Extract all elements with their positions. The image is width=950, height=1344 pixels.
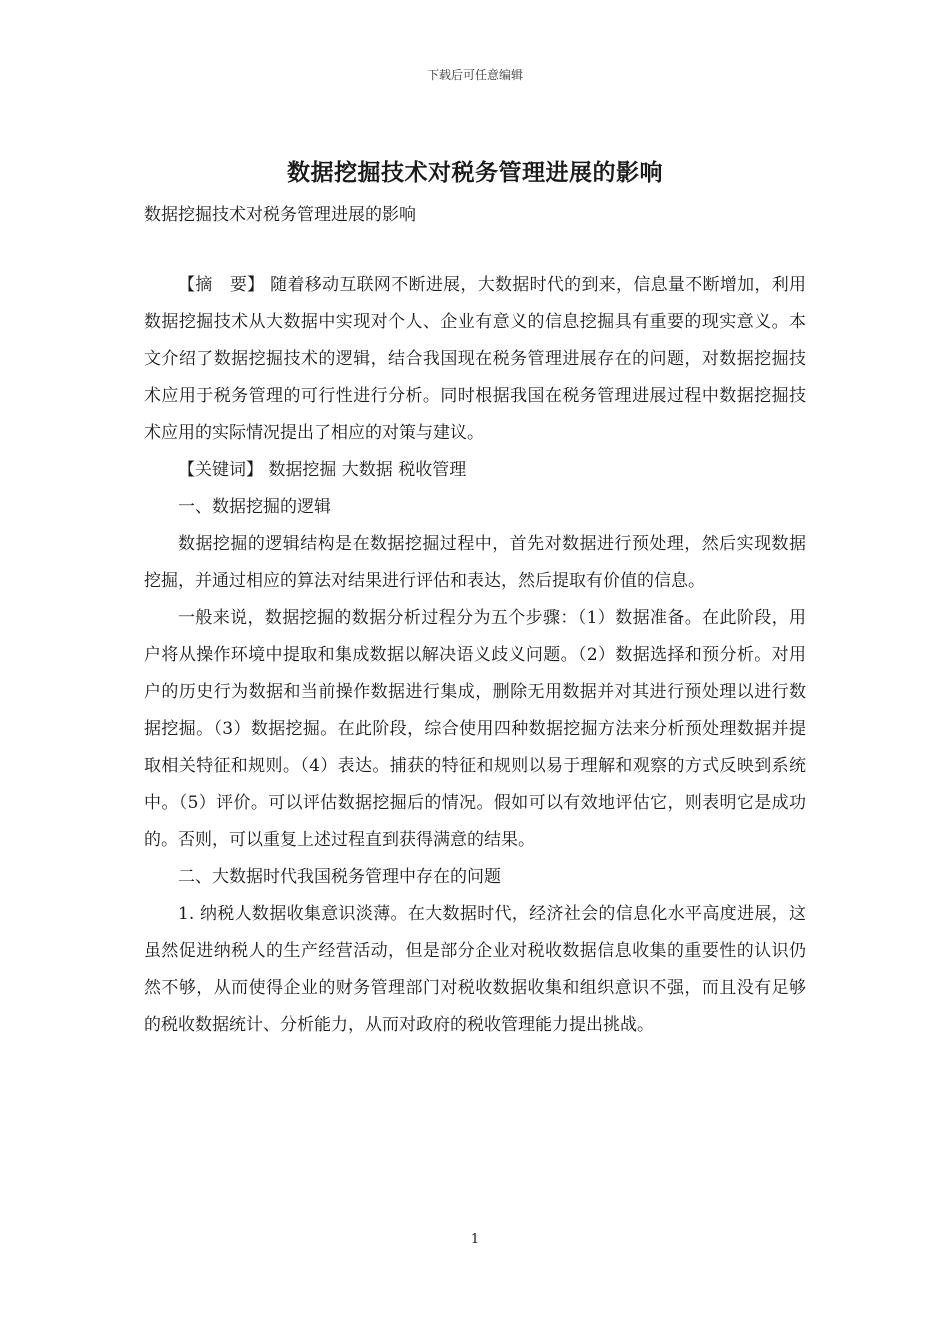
document-subtitle: 数据挖掘技术对税务管理进展的影响: [144, 205, 416, 225]
section-heading-2: 二、大数据时代我国税务管理中存在的问题: [178, 867, 501, 887]
document-title: 数据挖掘技术对税务管理进展的影响: [287, 160, 663, 186]
body-paragraph: 1. 纳税人数据收集意识淡薄。在大数据时代，经济社会的信息化水平高度进展，这虽然促进纳税人的生产经营活动，但是部分企业对税收数据信息收集的重要性的认识仍然不够，从而使得企业的财务管理部门对税收数据收集和组织意识不强，而且没有足够的税收数据统计、分析能力，从而对政府的税收管理能力提出挑战。: [144, 904, 806, 1035]
keywords-line: 【关键词】 数据挖掘 大数据 税收管理: [178, 460, 467, 480]
section-heading-1: 一、数据挖掘的逻辑: [178, 497, 331, 517]
document-body: [144, 267, 806, 1044]
header-note: 下载后可任意编辑: [426, 68, 523, 82]
body-paragraph: 一般来说，数据挖掘的数据分析过程分为五个步骤：（1）数据准备。在此阶段，用户将从操作环境中提取和集成数据以解决语义歧义问题。（2）数据选择和预分析。对用户的历史行为数据和当前操作数据进行集成，删除无用数据并对其进行预处理以进行数据挖掘。（3）数据挖掘。在此阶段，综合使用四种数据挖掘方法来分析预处理数据并提取相关特征和规则。（4）表达。捕获的特征和规则以易于理解和观察的方式反映到系统中。（5）评价。可以评估数据挖掘后的情况。假如可以有效地评估它，则表明它是成功的。否则，可以重复上述过程直到获得满意的结果。: [144, 608, 806, 850]
page-number: 1: [470, 1232, 480, 1247]
body-paragraph: 数据挖掘的逻辑结构是在数据挖掘过程中，首先对数据进行预处理，然后实现数据挖掘，并通过相应的算法对结果进行评估和表达，然后提取有价值的信息。: [144, 534, 806, 591]
abstract-paragraph: 【摘 要】 随着移动互联网不断进展，大数据时代的到来，信息量不断增加，利用数据挖掘技术从大数据中实现对个人、企业有意义的信息挖掘具有重要的现实意义。本文介绍了数据挖掘技术的逻辑，结合我国现在税务管理进展存在的问题，对数据挖掘技术应用于税务管理的可行性进行分析。同时根据我国在税务管理进展过程中数据挖掘技术应用的实际情况提出了相应的对策与建议。: [144, 275, 806, 443]
